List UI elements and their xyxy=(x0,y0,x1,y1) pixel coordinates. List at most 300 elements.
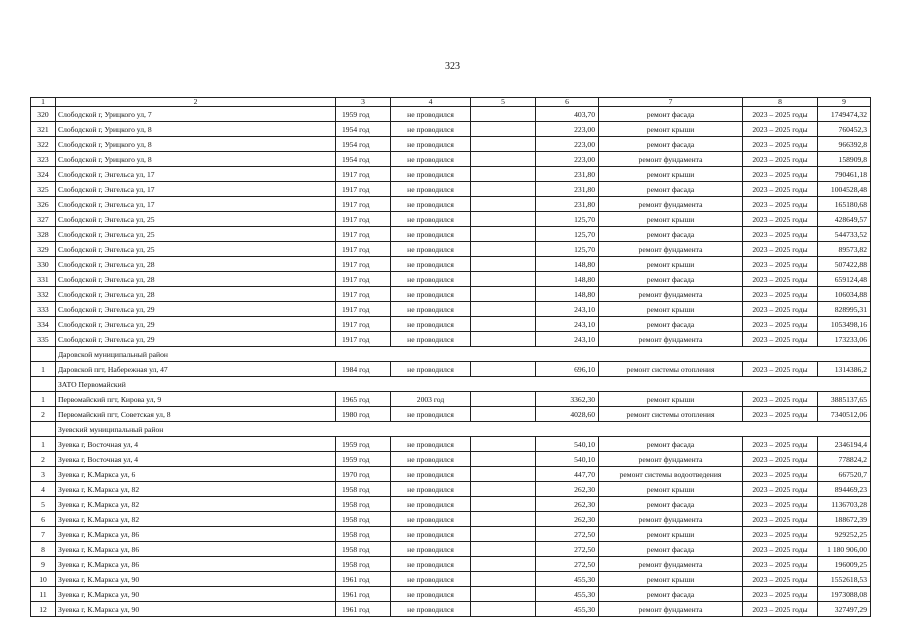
build-year-cell: 1917 год xyxy=(336,317,391,332)
area-cell: 540,10 xyxy=(536,452,599,467)
table-row xyxy=(31,167,871,182)
work-type-cell: ремонт фундамента xyxy=(599,512,743,527)
row-number-cell: 2 xyxy=(31,452,56,467)
column-5-cell xyxy=(471,557,536,572)
work-type-cell: ремонт крыши xyxy=(599,302,743,317)
last-repair-cell: не проводился xyxy=(391,287,471,302)
row-number-cell: 3 xyxy=(31,467,56,482)
registry-body xyxy=(31,107,871,617)
build-year-cell: 1965 год xyxy=(336,392,391,407)
period-cell: 2023 – 2025 годы xyxy=(743,182,818,197)
column-5-cell xyxy=(471,527,536,542)
cost-cell: 3885137,65 xyxy=(818,392,871,407)
table-row xyxy=(31,512,871,527)
build-year-cell: 1958 год xyxy=(336,497,391,512)
cost-cell: 966392,8 xyxy=(818,137,871,152)
column-header: 8 xyxy=(743,98,818,107)
area-cell: 455,30 xyxy=(536,572,599,587)
last-repair-cell: не проводился xyxy=(391,557,471,572)
column-5-cell xyxy=(471,107,536,122)
column-5-cell xyxy=(471,317,536,332)
period-cell: 2023 – 2025 годы xyxy=(743,152,818,167)
column-header: 3 xyxy=(336,98,391,107)
work-type-cell: ремонт фундамента xyxy=(599,197,743,212)
table-row xyxy=(31,182,871,197)
build-year-cell: 1917 год xyxy=(336,272,391,287)
address-cell: Зуевка г, Восточная ул, 4 xyxy=(56,452,336,467)
table-row xyxy=(31,407,871,422)
work-type-cell: ремонт крыши xyxy=(599,122,743,137)
row-number-cell: 4 xyxy=(31,482,56,497)
period-cell: 2023 – 2025 годы xyxy=(743,557,818,572)
work-type-cell: ремонт крыши xyxy=(599,212,743,227)
last-repair-cell: не проводился xyxy=(391,332,471,347)
work-type-cell: ремонт фундамента xyxy=(599,332,743,347)
last-repair-cell: не проводился xyxy=(391,212,471,227)
address-cell: Зуевка г, К.Маркса ул, 82 xyxy=(56,512,336,527)
area-cell: 3362,30 xyxy=(536,392,599,407)
period-cell: 2023 – 2025 годы xyxy=(743,242,818,257)
address-cell: Слободской г, Энгельса ул, 25 xyxy=(56,242,336,257)
address-cell: Зуевка г, Восточная ул, 4 xyxy=(56,437,336,452)
period-cell: 2023 – 2025 годы xyxy=(743,497,818,512)
area-cell: 447,70 xyxy=(536,467,599,482)
period-cell: 2023 – 2025 годы xyxy=(743,257,818,272)
area-cell: 272,50 xyxy=(536,527,599,542)
period-cell: 2023 – 2025 годы xyxy=(743,512,818,527)
area-cell: 223,00 xyxy=(536,122,599,137)
last-repair-cell: не проводился xyxy=(391,122,471,137)
section-title: Даровской муниципальный район xyxy=(56,347,871,362)
build-year-cell: 1970 год xyxy=(336,467,391,482)
period-cell: 2023 – 2025 годы xyxy=(743,527,818,542)
cost-cell: 1053498,16 xyxy=(818,317,871,332)
build-year-cell: 1961 год xyxy=(336,602,391,617)
table-row xyxy=(31,287,871,302)
address-cell: Зуевка г, К.Маркса ул, 90 xyxy=(56,587,336,602)
last-repair-cell: не проводился xyxy=(391,107,471,122)
last-repair-cell: не проводился xyxy=(391,482,471,497)
page-number: 323 xyxy=(445,61,460,72)
table-row xyxy=(31,497,871,512)
work-type-cell: ремонт системы отопления xyxy=(599,407,743,422)
row-number-cell: 327 xyxy=(31,212,56,227)
column-5-cell xyxy=(471,137,536,152)
row-number-cell xyxy=(31,422,56,437)
work-type-cell: ремонт фасада xyxy=(599,182,743,197)
last-repair-cell: не проводился xyxy=(391,272,471,287)
area-cell: 223,00 xyxy=(536,137,599,152)
work-type-cell: ремонт фасада xyxy=(599,542,743,557)
build-year-cell: 1959 год xyxy=(336,107,391,122)
work-type-cell: ремонт фундамента xyxy=(599,287,743,302)
table-row xyxy=(31,332,871,347)
table-row xyxy=(31,317,871,332)
row-number-cell: 6 xyxy=(31,512,56,527)
row-number-cell: 11 xyxy=(31,587,56,602)
column-5-cell xyxy=(471,287,536,302)
build-year-cell: 1917 год xyxy=(336,212,391,227)
address-cell: Слободской г, Урицкого ул, 8 xyxy=(56,152,336,167)
build-year-cell: 1917 год xyxy=(336,197,391,212)
build-year-cell: 1980 год xyxy=(336,407,391,422)
period-cell: 2023 – 2025 годы xyxy=(743,587,818,602)
row-number-cell: 1 xyxy=(31,437,56,452)
column-5-cell xyxy=(471,572,536,587)
table-row xyxy=(31,197,871,212)
table-row xyxy=(31,257,871,272)
period-cell: 2023 – 2025 годы xyxy=(743,392,818,407)
column-5-cell xyxy=(471,302,536,317)
build-year-cell: 1917 год xyxy=(336,242,391,257)
work-type-cell: ремонт фундамента xyxy=(599,452,743,467)
row-number-cell: 5 xyxy=(31,497,56,512)
cost-cell: 327497,29 xyxy=(818,602,871,617)
column-5-cell xyxy=(471,257,536,272)
row-number-cell: 334 xyxy=(31,317,56,332)
build-year-cell: 1961 год xyxy=(336,587,391,602)
work-type-cell: ремонт фасада xyxy=(599,497,743,512)
build-year-cell: 1958 год xyxy=(336,542,391,557)
last-repair-cell: не проводился xyxy=(391,602,471,617)
column-5-cell xyxy=(471,332,536,347)
last-repair-cell: не проводился xyxy=(391,512,471,527)
area-cell: 243,10 xyxy=(536,332,599,347)
last-repair-cell: 2003 год xyxy=(391,392,471,407)
cost-cell: 7340512,06 xyxy=(818,407,871,422)
address-cell: Слободской г, Энгельса ул, 28 xyxy=(56,287,336,302)
area-cell: 272,50 xyxy=(536,542,599,557)
cost-cell: 778824,2 xyxy=(818,452,871,467)
table-row xyxy=(31,302,871,317)
period-cell: 2023 – 2025 годы xyxy=(743,302,818,317)
row-number-cell: 332 xyxy=(31,287,56,302)
column-5-cell xyxy=(471,152,536,167)
column-5-cell xyxy=(471,542,536,557)
section-title: Зуевский муниципальный район xyxy=(56,422,871,437)
cost-cell: 188672,39 xyxy=(818,512,871,527)
row-number-cell: 320 xyxy=(31,107,56,122)
work-type-cell: ремонт фасада xyxy=(599,227,743,242)
work-type-cell: ремонт крыши xyxy=(599,482,743,497)
area-cell: 148,80 xyxy=(536,287,599,302)
column-5-cell xyxy=(471,602,536,617)
table-row xyxy=(31,527,871,542)
row-number-cell xyxy=(31,347,56,362)
row-number-cell: 1 xyxy=(31,392,56,407)
period-cell: 2023 – 2025 годы xyxy=(743,227,818,242)
build-year-cell: 1917 год xyxy=(336,302,391,317)
repair-registry-table xyxy=(30,97,871,617)
period-cell: 2023 – 2025 годы xyxy=(743,287,818,302)
last-repair-cell: не проводился xyxy=(391,437,471,452)
period-cell: 2023 – 2025 годы xyxy=(743,197,818,212)
period-cell: 2023 – 2025 годы xyxy=(743,107,818,122)
last-repair-cell: не проводился xyxy=(391,302,471,317)
cost-cell: 1749474,32 xyxy=(818,107,871,122)
area-cell: 4028,60 xyxy=(536,407,599,422)
area-cell: 243,10 xyxy=(536,317,599,332)
area-cell: 696,10 xyxy=(536,362,599,377)
address-cell: Слободской г, Энгельса ул, 25 xyxy=(56,212,336,227)
address-cell: Зуевка г, К.Маркса ул, 86 xyxy=(56,527,336,542)
last-repair-cell: не проводился xyxy=(391,257,471,272)
address-cell: Слободской г, Энгельса ул, 25 xyxy=(56,227,336,242)
work-type-cell: ремонт фасада xyxy=(599,317,743,332)
cost-cell: 507422,88 xyxy=(818,257,871,272)
address-cell: Зуевка г, К.Маркса ул, 6 xyxy=(56,467,336,482)
work-type-cell: ремонт фундамента xyxy=(599,602,743,617)
table-row xyxy=(31,212,871,227)
address-cell: Зуевка г, К.Маркса ул, 90 xyxy=(56,602,336,617)
period-cell: 2023 – 2025 годы xyxy=(743,437,818,452)
build-year-cell: 1958 год xyxy=(336,512,391,527)
table-row xyxy=(31,572,871,587)
cost-cell: 790461,18 xyxy=(818,167,871,182)
last-repair-cell: не проводился xyxy=(391,407,471,422)
cost-cell: 1136703,28 xyxy=(818,497,871,512)
section-row xyxy=(31,422,871,437)
work-type-cell: ремонт системы водоотведения xyxy=(599,467,743,482)
table-row xyxy=(31,437,871,452)
column-header: 6 xyxy=(536,98,599,107)
address-cell: Зуевка г, К.Маркса ул, 90 xyxy=(56,572,336,587)
address-cell: Первомайский пгт, Кирова ул, 9 xyxy=(56,392,336,407)
cost-cell: 1314386,2 xyxy=(818,362,871,377)
build-year-cell: 1917 год xyxy=(336,227,391,242)
address-cell: Слободской г, Энгельса ул, 29 xyxy=(56,302,336,317)
row-number-cell: 335 xyxy=(31,332,56,347)
table-row xyxy=(31,272,871,287)
address-cell: Слободской г, Урицкого ул, 8 xyxy=(56,137,336,152)
row-number-cell: 12 xyxy=(31,602,56,617)
work-type-cell: ремонт фасада xyxy=(599,587,743,602)
work-type-cell: ремонт крыши xyxy=(599,167,743,182)
work-type-cell: ремонт крыши xyxy=(599,572,743,587)
period-cell: 2023 – 2025 годы xyxy=(743,317,818,332)
area-cell: 231,80 xyxy=(536,182,599,197)
last-repair-cell: не проводился xyxy=(391,152,471,167)
address-cell: Зуевка г, К.Маркса ул, 82 xyxy=(56,497,336,512)
cost-cell: 929252,25 xyxy=(818,527,871,542)
cost-cell: 1 180 906,00 xyxy=(818,542,871,557)
area-cell: 540,10 xyxy=(536,437,599,452)
cost-cell: 89573,82 xyxy=(818,242,871,257)
table-row xyxy=(31,452,871,467)
row-number-cell: 329 xyxy=(31,242,56,257)
period-cell: 2023 – 2025 годы xyxy=(743,212,818,227)
cost-cell: 2346194,4 xyxy=(818,437,871,452)
column-number-row xyxy=(31,98,871,107)
last-repair-cell: не проводился xyxy=(391,452,471,467)
table-row xyxy=(31,152,871,167)
area-cell: 148,80 xyxy=(536,257,599,272)
row-number-cell: 333 xyxy=(31,302,56,317)
last-repair-cell: не проводился xyxy=(391,587,471,602)
table-row xyxy=(31,542,871,557)
last-repair-cell: не проводился xyxy=(391,137,471,152)
column-5-cell xyxy=(471,242,536,257)
work-type-cell: ремонт крыши xyxy=(599,392,743,407)
last-repair-cell: не проводился xyxy=(391,572,471,587)
column-5-cell xyxy=(471,272,536,287)
cost-cell: 1004528,48 xyxy=(818,182,871,197)
column-header: 7 xyxy=(599,98,743,107)
row-number-cell: 330 xyxy=(31,257,56,272)
area-cell: 243,10 xyxy=(536,302,599,317)
column-5-cell xyxy=(471,167,536,182)
row-number-cell xyxy=(31,377,56,392)
row-number-cell: 7 xyxy=(31,527,56,542)
column-header: 5 xyxy=(471,98,536,107)
column-5-cell xyxy=(471,437,536,452)
row-number-cell: 331 xyxy=(31,272,56,287)
area-cell: 231,80 xyxy=(536,197,599,212)
column-5-cell xyxy=(471,227,536,242)
build-year-cell: 1917 год xyxy=(336,287,391,302)
work-type-cell: ремонт крыши xyxy=(599,527,743,542)
address-cell: Слободской г, Энгельса ул, 29 xyxy=(56,332,336,347)
column-5-cell xyxy=(471,182,536,197)
period-cell: 2023 – 2025 годы xyxy=(743,137,818,152)
column-5-cell xyxy=(471,362,536,377)
column-5-cell xyxy=(471,587,536,602)
period-cell: 2023 – 2025 годы xyxy=(743,407,818,422)
area-cell: 125,70 xyxy=(536,242,599,257)
build-year-cell: 1959 год xyxy=(336,452,391,467)
period-cell: 2023 – 2025 годы xyxy=(743,452,818,467)
column-5-cell xyxy=(471,392,536,407)
address-cell: Слободской г, Энгельса ул, 17 xyxy=(56,197,336,212)
work-type-cell: ремонт фундамента xyxy=(599,242,743,257)
build-year-cell: 1961 год xyxy=(336,572,391,587)
row-number-cell: 328 xyxy=(31,227,56,242)
table-row xyxy=(31,602,871,617)
cost-cell: 158909,8 xyxy=(818,152,871,167)
address-cell: Зуевка г, К.Маркса ул, 86 xyxy=(56,542,336,557)
row-number-cell: 326 xyxy=(31,197,56,212)
last-repair-cell: не проводился xyxy=(391,197,471,212)
last-repair-cell: не проводился xyxy=(391,542,471,557)
table-row xyxy=(31,467,871,482)
row-number-cell: 1 xyxy=(31,362,56,377)
row-number-cell: 10 xyxy=(31,572,56,587)
address-cell: Слободской г, Урицкого ул, 7 xyxy=(56,107,336,122)
column-5-cell xyxy=(471,407,536,422)
cost-cell: 196009,25 xyxy=(818,557,871,572)
last-repair-cell: не проводился xyxy=(391,467,471,482)
work-type-cell: ремонт крыши xyxy=(599,257,743,272)
area-cell: 455,30 xyxy=(536,587,599,602)
build-year-cell: 1917 год xyxy=(336,257,391,272)
cost-cell: 659124,48 xyxy=(818,272,871,287)
cost-cell: 428649,57 xyxy=(818,212,871,227)
row-number-cell: 2 xyxy=(31,407,56,422)
address-cell: Даровской пгт, Набережная ул, 47 xyxy=(56,362,336,377)
cost-cell: 544733,52 xyxy=(818,227,871,242)
address-cell: Зуевка г, К.Маркса ул, 82 xyxy=(56,482,336,497)
column-5-cell xyxy=(471,452,536,467)
last-repair-cell: не проводился xyxy=(391,182,471,197)
cost-cell: 1552618,53 xyxy=(818,572,871,587)
period-cell: 2023 – 2025 годы xyxy=(743,332,818,347)
cost-cell: 667520,7 xyxy=(818,467,871,482)
build-year-cell: 1958 год xyxy=(336,527,391,542)
period-cell: 2023 – 2025 годы xyxy=(743,362,818,377)
work-type-cell: ремонт фасада xyxy=(599,137,743,152)
table-row xyxy=(31,557,871,572)
build-year-cell: 1917 год xyxy=(336,182,391,197)
column-header: 2 xyxy=(56,98,336,107)
period-cell: 2023 – 2025 годы xyxy=(743,467,818,482)
column-header: 4 xyxy=(391,98,471,107)
build-year-cell: 1954 год xyxy=(336,152,391,167)
build-year-cell: 1917 год xyxy=(336,167,391,182)
build-year-cell: 1917 год xyxy=(336,332,391,347)
address-cell: Слободской г, Энгельса ул, 17 xyxy=(56,167,336,182)
column-5-cell xyxy=(471,122,536,137)
cost-cell: 828995,31 xyxy=(818,302,871,317)
row-number-cell: 9 xyxy=(31,557,56,572)
period-cell: 2023 – 2025 годы xyxy=(743,602,818,617)
row-number-cell: 323 xyxy=(31,152,56,167)
area-cell: 223,00 xyxy=(536,152,599,167)
column-5-cell xyxy=(471,497,536,512)
area-cell: 262,30 xyxy=(536,497,599,512)
table-row xyxy=(31,587,871,602)
build-year-cell: 1958 год xyxy=(336,482,391,497)
address-cell: Слободской г, Энгельса ул, 17 xyxy=(56,182,336,197)
cost-cell: 165180,68 xyxy=(818,197,871,212)
build-year-cell: 1984 год xyxy=(336,362,391,377)
area-cell: 262,30 xyxy=(536,512,599,527)
address-cell: Зуевка г, К.Маркса ул, 86 xyxy=(56,557,336,572)
cost-cell: 1973088,08 xyxy=(818,587,871,602)
table-row xyxy=(31,242,871,257)
last-repair-cell: не проводился xyxy=(391,167,471,182)
table-row xyxy=(31,227,871,242)
row-number-cell: 321 xyxy=(31,122,56,137)
address-cell: Первомайский пгт, Советская ул, 8 xyxy=(56,407,336,422)
build-year-cell: 1954 год xyxy=(336,137,391,152)
cost-cell: 894469,23 xyxy=(818,482,871,497)
build-year-cell: 1958 год xyxy=(336,557,391,572)
section-title: ЗАТО Первомайский xyxy=(56,377,871,392)
last-repair-cell: не проводился xyxy=(391,527,471,542)
period-cell: 2023 – 2025 годы xyxy=(743,482,818,497)
area-cell: 455,30 xyxy=(536,602,599,617)
address-cell: Слободской г, Энгельса ул, 29 xyxy=(56,317,336,332)
area-cell: 403,70 xyxy=(536,107,599,122)
address-cell: Слободской г, Энгельса ул, 28 xyxy=(56,257,336,272)
cost-cell: 173233,06 xyxy=(818,332,871,347)
table-row xyxy=(31,482,871,497)
area-cell: 125,70 xyxy=(536,227,599,242)
column-header: 9 xyxy=(818,98,871,107)
column-5-cell xyxy=(471,197,536,212)
row-number-cell: 325 xyxy=(31,182,56,197)
period-cell: 2023 – 2025 годы xyxy=(743,122,818,137)
area-cell: 125,70 xyxy=(536,212,599,227)
table-row xyxy=(31,392,871,407)
area-cell: 231,80 xyxy=(536,167,599,182)
area-cell: 148,80 xyxy=(536,272,599,287)
cost-cell: 760452,3 xyxy=(818,122,871,137)
column-5-cell xyxy=(471,467,536,482)
table-row xyxy=(31,137,871,152)
build-year-cell: 1954 год xyxy=(336,122,391,137)
section-row xyxy=(31,347,871,362)
